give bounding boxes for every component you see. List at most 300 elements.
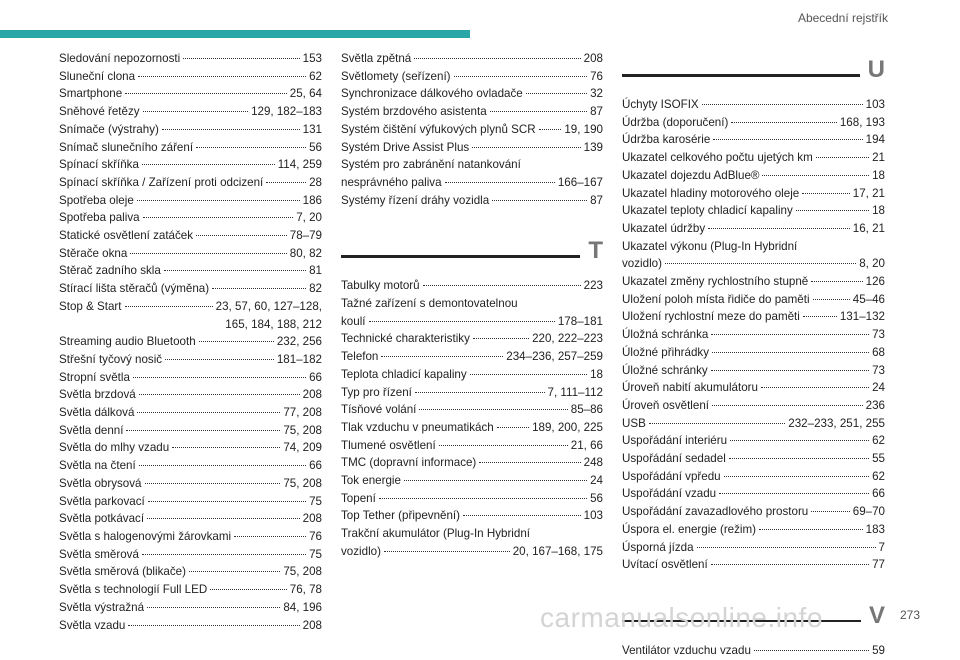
spacer	[622, 574, 885, 596]
index-term: Úroveň nabití akumulátoru	[622, 381, 758, 395]
dot-leader	[137, 412, 280, 413]
index-page-refs: 87	[590, 105, 603, 119]
dot-leader	[526, 93, 587, 94]
index-term: Telefon	[341, 350, 379, 364]
index-entry	[341, 437, 603, 455]
index-column-3	[622, 50, 885, 660]
index-entry	[622, 379, 885, 397]
dot-leader	[439, 445, 568, 446]
index-page-refs: 186	[302, 193, 322, 207]
index-term: Světla brzdová	[59, 388, 136, 402]
index-entry	[59, 599, 322, 617]
index-entry	[341, 384, 603, 402]
index-term: Technické charakteristiky	[341, 332, 470, 346]
index-entry	[622, 432, 885, 450]
index-entry	[59, 528, 322, 546]
index-page-refs: 178–181	[557, 314, 603, 328]
index-page-refs: 76	[590, 69, 603, 83]
index-entry	[59, 245, 322, 263]
index-page-refs: 62	[309, 69, 322, 83]
index-page-refs: 103	[583, 509, 603, 523]
index-term: Topení	[341, 491, 376, 505]
index-entry	[341, 454, 603, 472]
dot-leader	[463, 515, 581, 516]
index-page-refs: 75	[309, 547, 322, 561]
dot-leader	[445, 182, 555, 183]
index-page-refs: 208	[302, 388, 322, 402]
index-page-refs: 20, 167–168, 175	[512, 544, 603, 558]
index-term: Úložné přihrádky	[622, 345, 709, 359]
index-entry	[59, 192, 322, 210]
index-page-refs: 166–167	[557, 175, 603, 189]
dot-leader	[414, 58, 580, 59]
index-page-refs: 7, 111–112	[547, 385, 603, 399]
dot-leader	[266, 182, 306, 183]
dot-leader	[137, 200, 300, 201]
index-term: Úchyty ISOFIX	[622, 98, 699, 111]
index-entry	[341, 348, 603, 366]
index-term: Tabulky motorů	[341, 279, 420, 293]
index-entry	[341, 174, 603, 192]
dot-leader	[196, 147, 306, 148]
index-page-refs: 84, 196	[283, 600, 322, 614]
index-term: Úspora el. energie (režim)	[622, 522, 757, 536]
index-entry	[341, 121, 603, 139]
index-entry	[622, 220, 885, 238]
dot-leader	[419, 409, 567, 410]
index-term: Ukazatel celkového počtu ujetých km	[622, 151, 813, 165]
index-page-refs: 75, 208	[283, 476, 322, 490]
dot-leader	[165, 359, 274, 360]
index-entry	[622, 167, 885, 185]
dot-leader	[172, 447, 280, 448]
watermark: carmanualsonline.info	[540, 602, 823, 633]
dot-leader	[813, 299, 850, 300]
section-letter: V	[861, 602, 885, 630]
index-page-refs-continued: 165, 184, 188, 212	[225, 317, 322, 331]
index-page-refs: 62	[872, 469, 885, 483]
index-page-refs: 59	[872, 643, 885, 657]
index-term: Spínací skříňka	[59, 158, 139, 172]
index-page-refs: 139	[583, 140, 603, 154]
index-entry	[622, 114, 885, 132]
index-page-refs: 248	[583, 456, 603, 470]
dot-leader	[147, 607, 280, 608]
index-page-refs: 236	[865, 398, 885, 412]
index-page-refs: 23, 57, 60, 127–128,	[215, 299, 322, 313]
index-entry	[622, 344, 885, 362]
index-term: Systém čištění výfukových plynů SCR	[341, 122, 536, 136]
index-term: Spotřeba oleje	[59, 193, 134, 207]
index-entry	[622, 308, 885, 326]
index-page-refs: 73	[872, 363, 885, 377]
index-entry	[341, 330, 603, 348]
index-entry	[59, 617, 322, 635]
index-page-refs: 21	[872, 151, 885, 165]
index-entry	[622, 185, 885, 203]
index-term: Sluneční clona	[59, 69, 136, 83]
dot-leader	[139, 465, 306, 466]
dot-leader	[712, 352, 869, 353]
index-entry	[622, 415, 885, 433]
index-entry	[59, 68, 322, 86]
index-page-refs: 131	[302, 122, 322, 136]
index-page-refs: 208	[583, 52, 603, 65]
index-term: Úroveň osvětlení	[622, 398, 709, 412]
dot-leader	[162, 129, 300, 130]
index-page-refs: 24	[590, 474, 603, 488]
index-entry	[622, 450, 885, 468]
index-term: Uložení poloh místa řidiče do paměti	[622, 292, 810, 306]
dot-leader	[711, 334, 869, 335]
index-entry	[59, 50, 322, 68]
index-entry	[59, 103, 322, 121]
dot-leader	[133, 377, 306, 378]
index-term: Stírací lišta stěračů (výměna)	[59, 282, 210, 296]
index-entry	[622, 273, 885, 291]
index-entry	[341, 472, 603, 490]
dot-leader	[143, 111, 249, 112]
index-entry	[622, 362, 885, 380]
index-page-refs: 126	[865, 275, 885, 289]
index-term: Sledování nepozornosti	[59, 52, 181, 65]
index-entry	[59, 121, 322, 139]
index-term: Ukazatel teploty chladicí kapaliny	[622, 204, 793, 218]
index-page-refs: 66	[309, 459, 322, 473]
index-page-refs: 19, 190	[564, 122, 603, 136]
index-page-refs: 208	[302, 512, 322, 526]
index-page-refs: 75, 208	[283, 423, 322, 437]
index-term: Světla směrová (blikače)	[59, 565, 186, 579]
index-entry	[59, 546, 322, 564]
index-term: Úsporná jízda	[622, 540, 694, 554]
index-entry	[622, 326, 885, 344]
dot-leader	[189, 571, 280, 572]
dot-leader	[125, 306, 213, 307]
index-page-refs: 18	[590, 367, 603, 381]
index-term: Uspořádání sedadel	[622, 452, 726, 466]
index-entry	[59, 386, 322, 404]
dot-leader	[816, 157, 869, 158]
index-entry	[59, 85, 322, 103]
dot-leader	[142, 164, 275, 165]
index-page-refs: 17, 21	[852, 186, 885, 200]
index-term: Tlak vzduchu v pneumatikách	[341, 420, 494, 434]
dot-leader	[404, 480, 587, 481]
index-page-refs: 82	[309, 282, 322, 296]
index-page-refs: 55	[872, 452, 885, 466]
dot-leader	[379, 498, 587, 499]
dot-leader	[139, 394, 300, 395]
index-entry	[59, 581, 322, 599]
index-term: Uložení rychlostní meze do paměti	[622, 310, 800, 324]
index-entry	[622, 521, 885, 539]
index-page-refs: 24	[872, 381, 885, 395]
index-term: Top Tether (připevnění)	[341, 509, 461, 523]
index-term: Spotřeba paliva	[59, 211, 140, 225]
dot-leader	[802, 193, 850, 194]
index-page-refs: 129, 182–183	[251, 105, 322, 119]
index-entry	[341, 507, 603, 525]
index-term: Ventilátor vzduchu vzadu	[622, 643, 751, 657]
index-term: Světla s technologií Full LED	[59, 583, 208, 597]
index-page-refs: 80, 82	[289, 246, 322, 260]
index-entry	[59, 209, 322, 227]
index-term: Systémy řízení dráhy vozidla	[341, 193, 490, 207]
index-entry	[341, 543, 603, 561]
index-term-line: Trakční akumulátor (Plug-In Hybridní	[341, 527, 531, 541]
index-term: Systém brzdového asistenta	[341, 105, 487, 119]
index-term: Synchronizace dálkového ovladače	[341, 87, 523, 101]
index-page-refs: 8, 20	[859, 257, 885, 271]
section-divider	[341, 237, 603, 277]
dot-leader	[762, 175, 869, 176]
index-term: Světla obrysová	[59, 476, 142, 490]
index-page-refs: 69–70	[852, 505, 885, 519]
dot-leader	[138, 76, 306, 77]
index-term: Světla na čtení	[59, 459, 136, 473]
index-term: Údržba karosérie	[622, 133, 711, 147]
dot-leader	[472, 147, 580, 148]
dot-leader	[234, 536, 306, 537]
dot-leader	[539, 129, 562, 130]
index-term: USB	[622, 416, 646, 430]
dot-leader	[649, 423, 785, 424]
dot-leader	[811, 511, 849, 512]
dot-leader	[754, 650, 869, 651]
dot-leader	[130, 253, 286, 254]
index-entry	[341, 490, 603, 508]
index-page-refs: 85–86	[570, 403, 603, 417]
index-page-refs: 131–132	[839, 310, 885, 324]
index-page-refs: 32	[590, 87, 603, 101]
index-column-2	[341, 50, 603, 561]
dot-leader	[381, 356, 503, 357]
index-entry	[59, 351, 322, 369]
index-page-refs: 7, 20	[296, 211, 322, 225]
index-page-refs: 62	[872, 434, 885, 448]
index-term: Statické osvětlení zatáček	[59, 229, 194, 243]
index-page-refs: 75, 208	[283, 565, 322, 579]
index-entry	[622, 503, 885, 521]
index-page-refs: 18	[872, 168, 885, 182]
index-column-1	[59, 50, 322, 634]
index-page-refs: 194	[865, 133, 885, 147]
section-letter: U	[860, 56, 885, 84]
dot-leader	[719, 493, 869, 494]
index-term: Ukazatel hladiny motorového oleje	[622, 186, 800, 200]
index-term: Světla denní	[59, 423, 124, 437]
index-term: Tlumené osvětlení	[341, 438, 436, 452]
index-term: Úložná schránka	[622, 328, 709, 342]
index-page-refs: 81	[309, 264, 322, 278]
index-page-refs: 153	[302, 52, 322, 65]
dot-leader	[713, 139, 862, 140]
section-divider	[622, 56, 885, 96]
dot-leader	[423, 285, 581, 286]
index-term: Ukazatel změny rychlostního stupně	[622, 275, 809, 289]
index-page-refs: 25, 64	[289, 87, 322, 101]
index-page-refs: 220, 222–223	[532, 332, 603, 346]
index-page-refs: 189, 200, 225	[532, 420, 603, 434]
index-term-line: Ukazatel výkonu (Plug-In Hybridní	[622, 239, 798, 253]
index-page-refs: 77, 208	[283, 406, 322, 420]
index-entry	[622, 291, 885, 309]
dot-leader	[729, 458, 869, 459]
index-entry	[59, 475, 322, 493]
index-term: Tísňové volání	[341, 403, 417, 417]
index-entry	[341, 68, 603, 86]
index-entry	[622, 539, 885, 557]
dot-leader	[142, 554, 306, 555]
index-entry	[341, 103, 603, 121]
index-page-refs: 21, 66	[570, 438, 603, 452]
index-term: vozidlo)	[622, 257, 662, 271]
index-term: Tok energie	[341, 474, 401, 488]
dot-leader	[125, 93, 287, 94]
dot-leader	[479, 462, 580, 463]
index-page-refs: 168, 193	[839, 115, 885, 129]
index-page-refs: 223	[583, 279, 603, 293]
index-page-refs: 73	[872, 328, 885, 342]
index-page-refs: 66	[872, 487, 885, 501]
header-accent-bar	[0, 30, 470, 38]
index-entry	[59, 422, 322, 440]
dot-leader	[473, 338, 529, 339]
dot-leader	[145, 483, 281, 484]
dot-leader	[730, 440, 869, 441]
index-term: Světla do mlhy vzadu	[59, 441, 170, 455]
index-term: Uspořádání vpředu	[622, 469, 721, 483]
index-page-refs: 76	[309, 529, 322, 543]
index-entry	[622, 397, 885, 415]
dot-leader	[697, 547, 876, 548]
section-letter: T	[580, 237, 603, 265]
index-entry	[59, 369, 322, 387]
index-term-line: Systém pro zabránění natankování	[341, 158, 521, 172]
spacer	[341, 209, 603, 231]
index-page-refs: 232, 256	[276, 335, 322, 349]
dot-leader	[731, 122, 837, 123]
index-term: Stop & Start	[59, 299, 122, 313]
dot-leader	[164, 270, 306, 271]
index-entry	[622, 202, 885, 220]
index-term: Uspořádání zavazadlového prostoru	[622, 505, 809, 519]
dot-leader	[796, 210, 869, 211]
index-term: Světla směrová	[59, 547, 139, 561]
dot-leader	[761, 387, 869, 388]
index-entry	[341, 419, 603, 437]
dot-leader	[196, 235, 287, 236]
dot-leader	[490, 111, 587, 112]
dot-leader	[384, 551, 510, 552]
index-entry	[59, 439, 322, 457]
index-page-refs: 7	[878, 540, 885, 554]
index-page-refs: 28	[309, 175, 322, 189]
index-entry	[622, 485, 885, 503]
index-term: Světla dálková	[59, 406, 135, 420]
index-page-refs: 114, 259	[277, 158, 322, 172]
index-term: Světla s halogenovými žárovkami	[59, 529, 232, 543]
dot-leader	[711, 564, 869, 565]
index-term: Ukazatel dojezdu AdBlue®	[622, 168, 760, 182]
index-term: Systém Drive Assist Plus	[341, 140, 470, 154]
index-page-refs: 68	[872, 345, 885, 359]
dot-leader	[183, 58, 299, 59]
index-term: TMC (dopravní informace)	[341, 456, 477, 470]
section-rule	[341, 255, 603, 258]
dot-leader	[369, 321, 555, 322]
dot-leader	[803, 316, 837, 317]
index-entry	[59, 510, 322, 528]
index-term: Stěrače okna	[59, 246, 128, 260]
index-page-refs: 74, 209	[283, 441, 322, 455]
index-entry	[59, 298, 322, 316]
index-entry	[59, 227, 322, 245]
index-page-refs: 232–233, 251, 255	[788, 416, 885, 430]
index-entry	[622, 642, 885, 660]
index-page-refs: 208	[302, 618, 322, 632]
index-term: Snímače (výstrahy)	[59, 122, 159, 136]
index-entry	[341, 139, 603, 157]
index-term: Světla potkávací	[59, 512, 145, 526]
page-number: 273	[899, 608, 920, 622]
dot-leader	[212, 288, 306, 289]
dot-leader	[128, 625, 299, 626]
index-term-line: Tažné zařízení s demontovatelnou	[341, 297, 518, 311]
index-entry	[622, 556, 885, 574]
index-entry	[59, 156, 322, 174]
index-term: Uspořádání interiéru	[622, 434, 728, 448]
dot-leader	[147, 518, 300, 519]
dot-leader	[415, 392, 545, 393]
dot-leader	[492, 200, 587, 201]
dot-leader	[665, 263, 856, 264]
index-term: Uspořádání vzadu	[622, 487, 717, 501]
dot-leader	[454, 76, 588, 77]
index-page-refs: 45–46	[852, 292, 885, 306]
index-term: Stěrač zadního skla	[59, 264, 161, 278]
index-term: Spínací skříňka / Zařízení proti odcizení	[59, 175, 264, 189]
dot-leader	[497, 427, 529, 428]
index-page-refs: 56	[309, 140, 322, 154]
index-entry	[59, 333, 322, 351]
dot-leader	[126, 430, 280, 431]
dot-leader	[759, 529, 863, 530]
index-entry	[59, 493, 322, 511]
index-entry	[59, 404, 322, 422]
index-entry	[59, 563, 322, 581]
index-page-refs: 181–182	[276, 352, 322, 366]
index-term: nesprávného paliva	[341, 175, 442, 189]
index-entry	[622, 149, 885, 167]
index-page-refs: 18	[872, 204, 885, 218]
index-entry	[341, 85, 603, 103]
index-page-refs: 77	[872, 558, 885, 572]
index-term: Snímač slunečního záření	[59, 140, 194, 154]
index-term: Světla výstražná	[59, 600, 145, 614]
section-rule	[622, 74, 885, 77]
dot-leader	[708, 228, 850, 229]
dot-leader	[148, 501, 306, 502]
index-page-refs: 66	[309, 370, 322, 384]
index-page-refs: 234–236, 257–259	[506, 350, 603, 364]
index-entry	[59, 139, 322, 157]
index-term: Světla vzadu	[59, 618, 126, 632]
index-page-refs: 87	[590, 193, 603, 207]
index-term: koulí	[341, 314, 366, 328]
index-term: Smartphone	[59, 87, 123, 101]
